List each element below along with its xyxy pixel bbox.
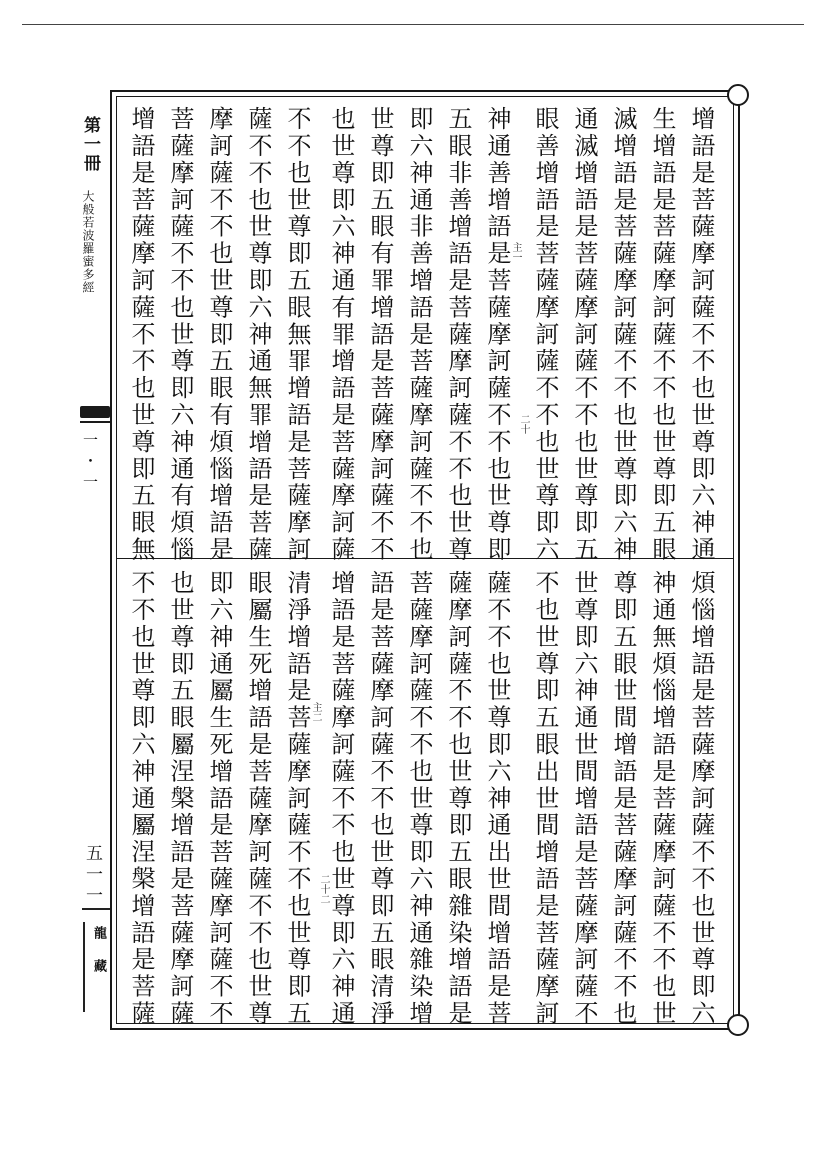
text-column: 不也世尊即五眼出世間增語是菩薩摩訶 — [531, 570, 559, 1028]
text-column: 薩摩訶薩不不也世尊即五眼雜染增語是 — [444, 570, 472, 1028]
column-marker: 二十 — [518, 414, 529, 434]
collection-label: 龍藏 — [91, 926, 106, 992]
volume-label: 第一冊 — [80, 116, 100, 173]
sutra-title: 大般若波羅蜜多經 — [81, 190, 95, 294]
text-column: 煩惱增語是菩薩摩訶薩不不也世尊即六 — [687, 570, 715, 1028]
text-column: 眼屬生死增語是菩薩摩訶薩不不也世尊 — [244, 570, 272, 1028]
text-column: 增語是菩薩摩訶薩不不也世尊即五眼無 — [127, 106, 155, 564]
text-column: 神通無煩惱增語是菩薩摩訶薩不不也世 — [648, 570, 676, 1028]
corner-ornament-icon — [727, 84, 749, 106]
text-column: 滅增語是菩薩摩訶薩不不也世尊即六神 — [609, 106, 637, 564]
text-column: 世尊即六神通世間增語是菩薩摩訶薩不 — [570, 570, 598, 1028]
text-column: 通滅增語是菩薩摩訶薩不不也世尊即五 — [570, 106, 598, 564]
collection-box — [83, 922, 111, 1012]
text-column: 薩不不也世尊即六神通無罪增語是菩薩 — [244, 106, 272, 564]
text-column: 薩不不也世尊即六神通出世間增語是菩 — [483, 570, 511, 1028]
margin-rule — [82, 908, 110, 910]
text-column: 不不也世尊即六神通屬涅槃增語是菩薩 — [127, 570, 155, 1028]
corner-ornament-icon — [727, 1014, 749, 1036]
text-column: 即六神通屬生死增語是菩薩摩訶薩不不 — [205, 570, 233, 1028]
chapter-label: 一・一 — [81, 432, 99, 495]
text-column: 增語是菩薩摩訶薩不不也世尊即六神通 — [327, 570, 355, 1028]
text-column: 世尊即五眼有罪增語是菩薩摩訶薩不不 — [366, 106, 394, 564]
page-number: 五一一 — [82, 844, 102, 907]
text-column: 也世尊即五眼屬涅槃增語是菩薩摩訶薩 — [166, 570, 194, 1028]
text-column: 菩薩摩訶薩不不也世尊即六神通有煩惱 — [166, 106, 194, 564]
column-marker: 主二 — [310, 702, 321, 722]
text-column: 清淨增語是菩薩摩訶薩不不也世尊即五 — [283, 570, 311, 1028]
text-column: 生增語是菩薩摩訶薩不不也世尊即五眼 — [648, 106, 676, 564]
text-column: 尊即五眼世間增語是菩薩摩訶薩不不也 — [609, 570, 637, 1028]
text-column: 也世尊即六神通有罪增語是菩薩摩訶薩 — [327, 106, 355, 564]
text-column: 即六神通非善增語是菩薩摩訶薩不不也 — [405, 106, 433, 564]
text-column: 眼善增語是菩薩摩訶薩不不也世尊即六 — [531, 106, 559, 564]
text-column: 語是菩薩摩訶薩不不也世尊即五眼清淨 — [366, 570, 394, 1028]
text-column: 增語是菩薩摩訶薩不不也世尊即六神通 — [687, 106, 715, 564]
column-marker: 二十二 — [318, 874, 329, 904]
text-column: 五眼非善增語是菩薩摩訶薩不不也世尊 — [444, 106, 472, 564]
fishtail-mark — [80, 406, 110, 418]
text-column: 神通善增語是菩薩摩訶薩不不也世尊即 — [483, 106, 511, 564]
fishtail-rule — [80, 421, 110, 423]
top-rule — [22, 24, 804, 25]
text-column: 不不也世尊即五眼無罪增語是菩薩摩訶 — [283, 106, 311, 564]
text-column: 菩薩摩訶薩不不也世尊即六神通雜染增 — [405, 570, 433, 1028]
text-column: 摩訶薩不不也世尊即五眼有煩惱增語是 — [205, 106, 233, 564]
column-marker: 主一 — [510, 242, 521, 262]
